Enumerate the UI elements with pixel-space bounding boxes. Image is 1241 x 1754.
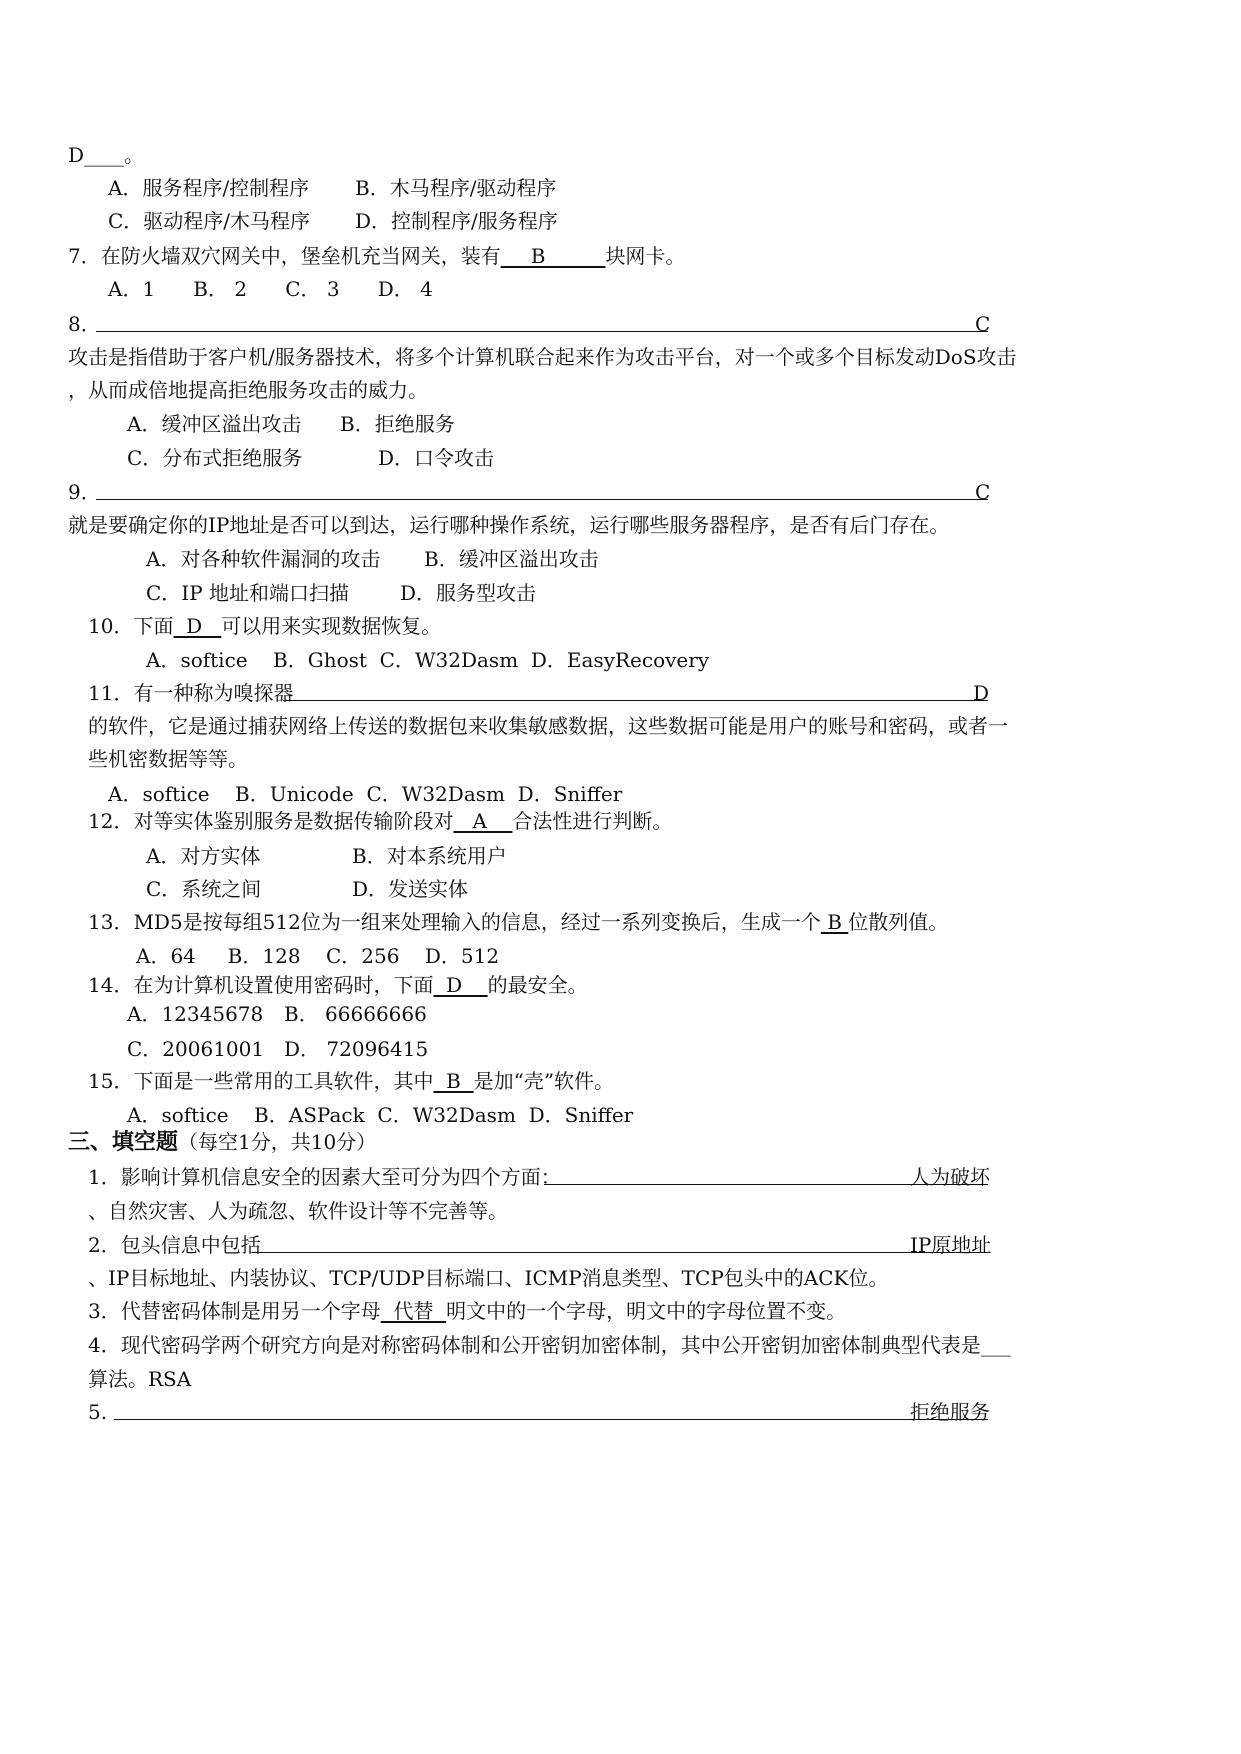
q7-options: A．1 B． 2 C． 3 D． 4 (108, 277, 433, 301)
fill-1-text-line-2: 、自然灾害、人为疏忽、软件设计等不完善等。 (88, 1199, 508, 1223)
q8-option-b: B．拒绝服务 (340, 412, 455, 436)
q7-text: 7．在防火墙双穴网关中，堡垒机充当网关，装有___B______块网卡。 (68, 244, 686, 268)
fill-5-blank-line (114, 1419, 988, 1420)
q12-option-d: D．发送实体 (352, 877, 469, 901)
q13-answer: B (820, 910, 849, 934)
q9-blank-line (96, 499, 988, 500)
q12-text: 12．对等实体鉴别服务是数据传输阶段对 A 合法性进行判断。 (88, 809, 673, 833)
q11-text-line-3: 些机密数据等等。 (88, 747, 248, 771)
q6-option-a: A．服务程序/控制程序 (108, 176, 310, 200)
fill-2-blank-line (252, 1252, 988, 1253)
fill-2-text: 2．包头信息中包括 (88, 1233, 261, 1257)
fill-5-answer: 拒绝服务 (910, 1400, 990, 1424)
q15-answer: B (433, 1069, 474, 1093)
q14-option-d: D． 72096415 (284, 1037, 429, 1061)
q12-option-c: C．系统之间 (146, 877, 262, 901)
q11-blank-line (283, 700, 988, 701)
q11-text: 11．有一种称为嗅探器 (88, 681, 294, 705)
q8-option-d: D．口令攻击 (378, 446, 495, 470)
q10-text: 10．下面 D 可以用来实现数据恢复。 (88, 614, 442, 638)
q12-answer: A (453, 809, 513, 833)
fill-3-answer: 代替 (380, 1299, 447, 1323)
q8-answer: C (975, 312, 991, 336)
fill-3-text: 3．代替密码体制是用另一个字母 代替 明文中的一个字母，明文中的字母位置不变。 (88, 1299, 847, 1323)
section-3-title: 三、填空题 (68, 1129, 179, 1155)
q11-text-line-2: 的软件，它是通过捕获网络上传送的数据包来收集敏感数据，这些数据可能是用户的账号和密码，或者一 (88, 714, 1008, 738)
q8-option-c: C．分布式拒绝服务 (127, 446, 303, 470)
q11-answer: D (973, 681, 990, 705)
q9-option-b: B．缓冲区溢出攻击 (424, 547, 599, 571)
q15-options: A．softice B．ASPack C．W32Dasm D．Sniffer (127, 1103, 634, 1127)
q6-option-d: D．控制程序/服务程序 (355, 209, 558, 233)
q9-number: 9． (68, 480, 101, 504)
q15-text: 15．下面是一些常用的工具软件，其中 B 是加“壳”软件。 (88, 1069, 615, 1093)
q14-answer: D (433, 973, 488, 997)
section-3-heading (68, 1129, 376, 1155)
q13-options: A．64 B．128 C．256 D．512 (136, 944, 500, 968)
fill-2-answer: IP原地址 (910, 1233, 992, 1257)
q9-text-line-2: 就是要确定你的IP地址是否可以到达，运行哪种操作系统，运行哪些服务器程序，是否有后门存在。 (68, 513, 950, 537)
fill-5-number: 5. (88, 1400, 108, 1424)
q10-options: A．softice B．Ghost C．W32Dasm D．EasyRecovery (146, 648, 710, 672)
q14-text: 14．在为计算机设置使用密码时，下面 D 的最安全。 (88, 973, 588, 997)
q14-option-c: C．20061001 (127, 1037, 265, 1061)
q9-option-a: A．对各种软件漏洞的攻击 (146, 547, 381, 571)
q14-option-b: B． 66666666 (284, 1002, 427, 1026)
q12-option-b: B．对本系统用户 (352, 844, 507, 868)
q12-option-a: A．对方实体 (146, 844, 261, 868)
q6-option-c: C．驱动程序/木马程序 (108, 209, 311, 233)
q7-answer: ___B______ (500, 244, 606, 268)
q11-options: A．softice B．Unicode C．W32Dasm D．Sniffer (108, 782, 623, 806)
fill-1-text: 1．影响计算机信息安全的因素大至可分为四个方面： (88, 1165, 561, 1189)
q9-option-c: C．IP 地址和端口扫描 (146, 581, 350, 605)
q9-option-d: D．服务型攻击 (400, 581, 537, 605)
section-3-note: （每空1分，共10分） (178, 1130, 377, 1154)
fill-4-text: 4．现代密码学两个研究方向是对称密码体制和公开密钥加密体制，其中公开密钥加密体制典型代表是___ (88, 1333, 1011, 1357)
q10-answer: D (173, 614, 222, 638)
q6-tail: D____。 (68, 143, 145, 167)
fill-4-text-line-2: 算法。RSA (88, 1367, 192, 1391)
q9-answer: C (975, 480, 991, 504)
q8-number: 8． (68, 312, 101, 336)
q8-blank-line (96, 331, 988, 332)
q14-option-a: A．12345678 (127, 1002, 264, 1026)
fill-2-text-line-2: 、IP目标地址、内装协议、TCP/UDP目标端口、ICMP消息类型、TCP包头中的ACK位。 (88, 1266, 889, 1290)
q13-text: 13．MD5是按每组512位为一组来处理输入的信息，经过一系列变换后，生成一个 B 位散列值。 (88, 910, 949, 934)
q8-option-a: A．缓冲区溢出攻击 (127, 412, 302, 436)
q6-option-b: B．木马程序/驱动程序 (355, 176, 557, 200)
q8-text-line-3: ，从而成倍地提高拒绝服务攻击的威力。 (68, 378, 428, 402)
fill-1-answer: 人为破坏 (910, 1165, 990, 1189)
q8-text-line-2: 攻击是指借助于客户机/服务器技术，将多个计算机联合起来作为攻击平台，对一个或多个目标发动DoS攻击 (68, 345, 1017, 369)
